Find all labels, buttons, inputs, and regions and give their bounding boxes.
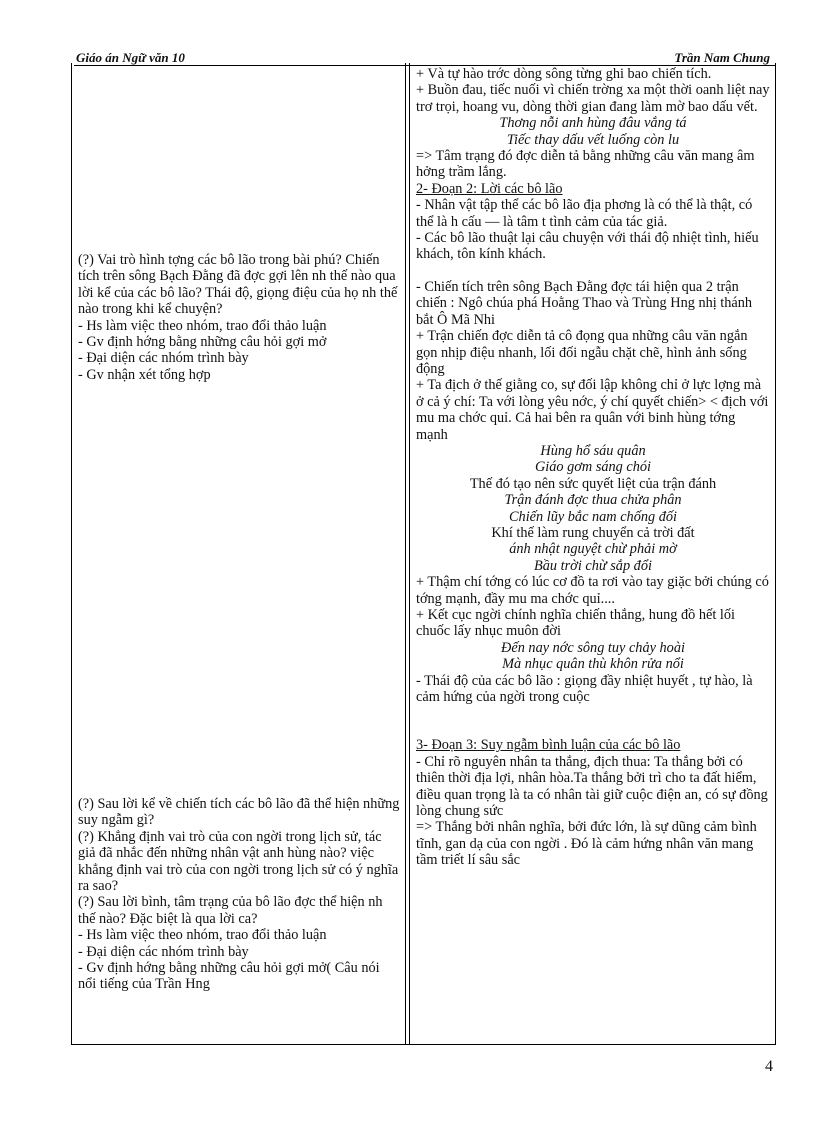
activity-step: - Đại diện các nhóm trình bày — [78, 350, 249, 367]
content-line: + Kết cục ngời chính nghĩa chiến thắng, hung đồ hết lối chuốc lấy nhục muôn đời — [416, 607, 735, 640]
verse-line: Mà nhục quân thù khôn rửa nổi — [502, 656, 684, 673]
header-author: Trần Nam Chung — [674, 50, 770, 65]
content-line: + Và tự hào trớc dòng sông từng ghi bao chiến tích. — [416, 66, 712, 82]
content-line: + Buồn đau, tiếc nuối vì chiến trờng xa một thời oanh liệt nay trơ trọi, hoang vu, dòng thời gian đang làm mờ bao dấu vết. — [416, 82, 770, 115]
verse-line: Thơng nỗi anh hùng đâu vắng tá — [499, 115, 687, 132]
content-line: + Thậm chí tớng có lúc cơ đồ ta rơi vào tay giặc bởi chúng có tớng mạnh, đầy mu ma chớc quỉ.... — [416, 574, 769, 607]
verse-line: Đến nay nớc sông tuy chảy hoài — [501, 639, 685, 656]
verse-line: Giáo gơm sáng chói — [534, 459, 652, 476]
verse-line: Tiếc thay dấu vết luống còn lu — [506, 131, 680, 148]
activity-question: (?) Sau lời bình, tâm trạng của bô lão đợc thể hiện nh thế nào? Đặc biệt là qua lời ca? — [78, 894, 383, 927]
verse-line: Chiến lũy bắc nam chống đối — [509, 508, 677, 525]
content-line: + Trận chiến đợc diễn tả cô đọng qua những câu văn ngắn gọn nhịp điệu nhanh, lối đối ngẫu chặt chẽ, hình ảnh sống động — [416, 328, 748, 377]
section-heading: 3- Đoạn 3: Suy ngẫm bình luận của các bô lão — [416, 737, 681, 754]
content-line: - Thái độ của các bô lão : giọng đầy nhiệt huyết , tự hào, là cảm hứng của ngời trong cuộc — [416, 672, 753, 706]
verse-line: Hùng hổ sáu quân — [540, 442, 646, 459]
content-line: - Các bô lão thuật lại câu chuyện với thái độ nhiệt tình, hiếu khách, tôn kính khách. — [416, 230, 759, 263]
activity-block-1 — [78, 252, 400, 383]
verse-line: Trận đánh đợc thua chửa phân — [504, 492, 682, 509]
activity-step: - Hs làm việc theo nhóm, trao đổi thảo luận — [78, 317, 327, 334]
activity-step: - Gv nhận xét tổng hợp — [78, 366, 211, 383]
activity-question: (?) Vai trò hình tợng các bô lão trong bài phú? Chiến tích trên sông Bạch Đằng đã đợc gợi lên nh thế nào qua lời kể của các bô lão? Thái độ, giọng điệu của họ nh thế nào trong khi kể chuyện? — [78, 252, 398, 318]
activity-step: - Gv định hớng bằng những câu hỏi gợi mở — [78, 334, 327, 351]
content-line: + Ta địch ở thế giằng co, sự đối lập không chỉ ở lực lợng mà ở cả ý chí: Ta với lòng yêu nớc, ý chí quyết chiến> < địch với mu ma chớc quỉ. Cả hai bên ra quân với binh hùng tớng mạnh — [416, 377, 769, 443]
verse-line: Bầu trời chừ sắp đổi — [534, 557, 652, 574]
content-line: - Chiến tích trên sông Bạch Đằng đợc tái hiện qua 2 trận chiến : Ngô chúa phá Hoằng Thao và Trùng Hng nhị thánh bắt Ô Mã Nhi — [416, 278, 753, 328]
content-line: - Chỉ rõ nguyên nhân ta thắng, địch thua: Ta thắng bởi có thiên thời địa lợi, nhân hòa.Ta thắng bởi trì cho ta đất hiểm, điều quan trọng là ta có nhân tài giữ cuộc điện an, có sự đồng lòng chung sức — [416, 753, 768, 820]
column-divider — [405, 63, 406, 1045]
content-line: - Nhân vật tập thể các bô lão địa phơng là có thể là thật, có thể là h cấu — là tâm t tình cảm của tác giả. — [416, 197, 753, 230]
header-title: Giáo án Ngữ văn 10 — [76, 50, 185, 65]
activity-step: - Đại diện các nhóm trình bày — [78, 943, 249, 960]
page-number: 4 — [765, 1058, 773, 1075]
activity-step: - Gv định hớng bằng những câu hỏi gợi mở( Câu nói nổi tiếng của Trần Hng — [78, 960, 380, 993]
column-divider-inner — [409, 63, 410, 1045]
activity-block-2 — [78, 796, 400, 993]
content-line: Khí thế làm rung chuyển cả trời đất — [491, 524, 695, 541]
section-heading: 2- Đoạn 2: Lời các bô lão — [416, 180, 563, 197]
content-column — [416, 66, 770, 869]
activity-step: - Hs làm việc theo nhóm, trao đổi thảo luận — [78, 927, 327, 944]
activity-question: (?) Khẳng định vai trò của con ngời trong lịch sử, tác giả đã nhắc đến những nhân vật anh hùng nào? việc khẳng định vai trò của con ngời trong lịch sử có ý nghĩa ra sao? — [78, 828, 399, 895]
content-line: => Tâm trạng đó đợc diễn tả bằng những câu văn mang âm hởng trầm lắng. — [416, 148, 755, 181]
content-line: => Thắng bởi nhân nghĩa, bởi đức lớn, là sự dũng cảm bình tĩnh, gan dạ của con ngời . Đó là cảm hứng nhân văn mang tầm triết lí sâu sắc — [416, 819, 757, 869]
verse-line: ánh nhật nguyệt chừ phải mờ — [509, 541, 677, 558]
content-line: Thế đó tạo nên sức quyết liệt của trận đánh — [469, 475, 717, 492]
activity-question: (?) Sau lời kể về chiến tích các bô lão đã thể hiện những suy ngẫm gì? — [78, 796, 400, 829]
